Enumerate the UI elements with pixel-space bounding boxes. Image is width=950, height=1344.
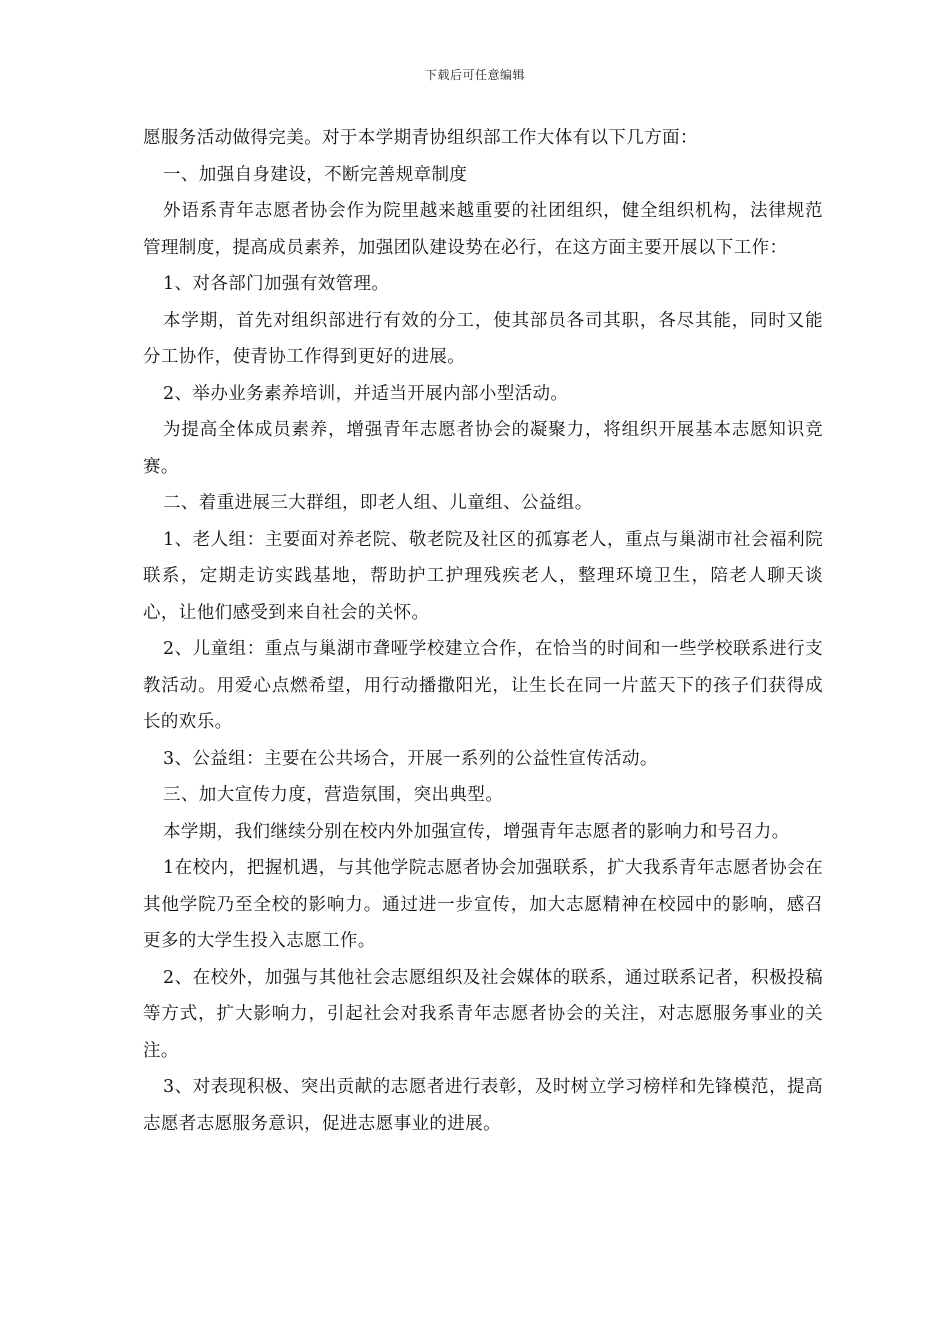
list-item: 2、举办业务素养培训，并适当开展内部小型活动。 — [163, 383, 569, 404]
list-item: 1、对各部门加强有效管理。 — [163, 274, 390, 294]
list-item: 2、在校外，加强与其他社会志愿组织及社会媒体的联系，通过联系记者，积极投稿等方式，扩大影响力，引起社会对我系青年志愿者协会的关注，对志愿服务事业的关注。 — [143, 967, 823, 1061]
paragraph-continuation: 愿服务活动做得完美。对于本学期青协组织部工作大体有以下几方面： — [143, 128, 698, 148]
page-header: 下载后可任意编辑 — [424, 68, 525, 82]
paragraph: 为提高全体成员素养，增强青年志愿者协会的凝聚力，将组织开展基本志愿知识竞赛。 — [143, 420, 823, 477]
list-item: 1、老人组：主要面对养老院、敬老院及社区的孤寡老人，重点与巢湖市社会福利院联系，定期走访实践基地，帮助护工护理残疾老人，整理环境卫生，陪老人聊天谈心，让他们感受到来自社会的关怀。 — [143, 529, 823, 623]
section-heading-1: 一、加强自身建设，不断完善规章制度 — [163, 164, 468, 185]
paragraph: 本学期，首先对组织部进行有效的分工，使其部员各司其职，各尽其能，同时又能分工协作，使青协工作得到更好的进展。 — [143, 310, 823, 367]
list-item: 3、公益组：主要在公共场合，开展一系列的公益性宣传活动。 — [163, 748, 658, 769]
paragraph: 外语系青年志愿者协会作为院里越来越重要的社团组织，健全组织机构，法律规范管理制度，提高成员素养，加强团队建设势在必行，在这方面主要开展以下工作： — [143, 201, 823, 258]
paragraph: 本学期，我们继续分别在校内外加强宣传，增强青年志愿者的影响力和号召力。 — [163, 821, 790, 842]
list-item: 3、对表现积极、突出贡献的志愿者进行表彰，及时树立学习榜样和先锋模范，提高志愿者志愿服务意识，促进志愿事业的进展。 — [143, 1077, 823, 1134]
list-item: 1在校内，把握机遇，与其他学院志愿者协会加强联系，扩大我系青年志愿者协会在其他学院乃至全校的影响力。通过进一步宣传，加大志愿精神在校园中的影响，感召更多的大学生投入志愿工作。 — [143, 858, 823, 951]
document-body — [143, 120, 823, 1142]
list-item: 2、儿童组：重点与巢湖市聋哑学校建立合作，在恰当的时间和一些学校联系进行支教活动。用爱心点燃希望，用行动播撒阳光，让生长在同一片蓝天下的孩子们获得成长的欢乐。 — [143, 639, 823, 732]
section-heading-2: 二、着重进展三大群组，即老人组、儿童组、公益组。 — [163, 493, 593, 513]
section-heading-3: 三、加大宣传力度，营造氛围，突出典型。 — [163, 785, 504, 805]
